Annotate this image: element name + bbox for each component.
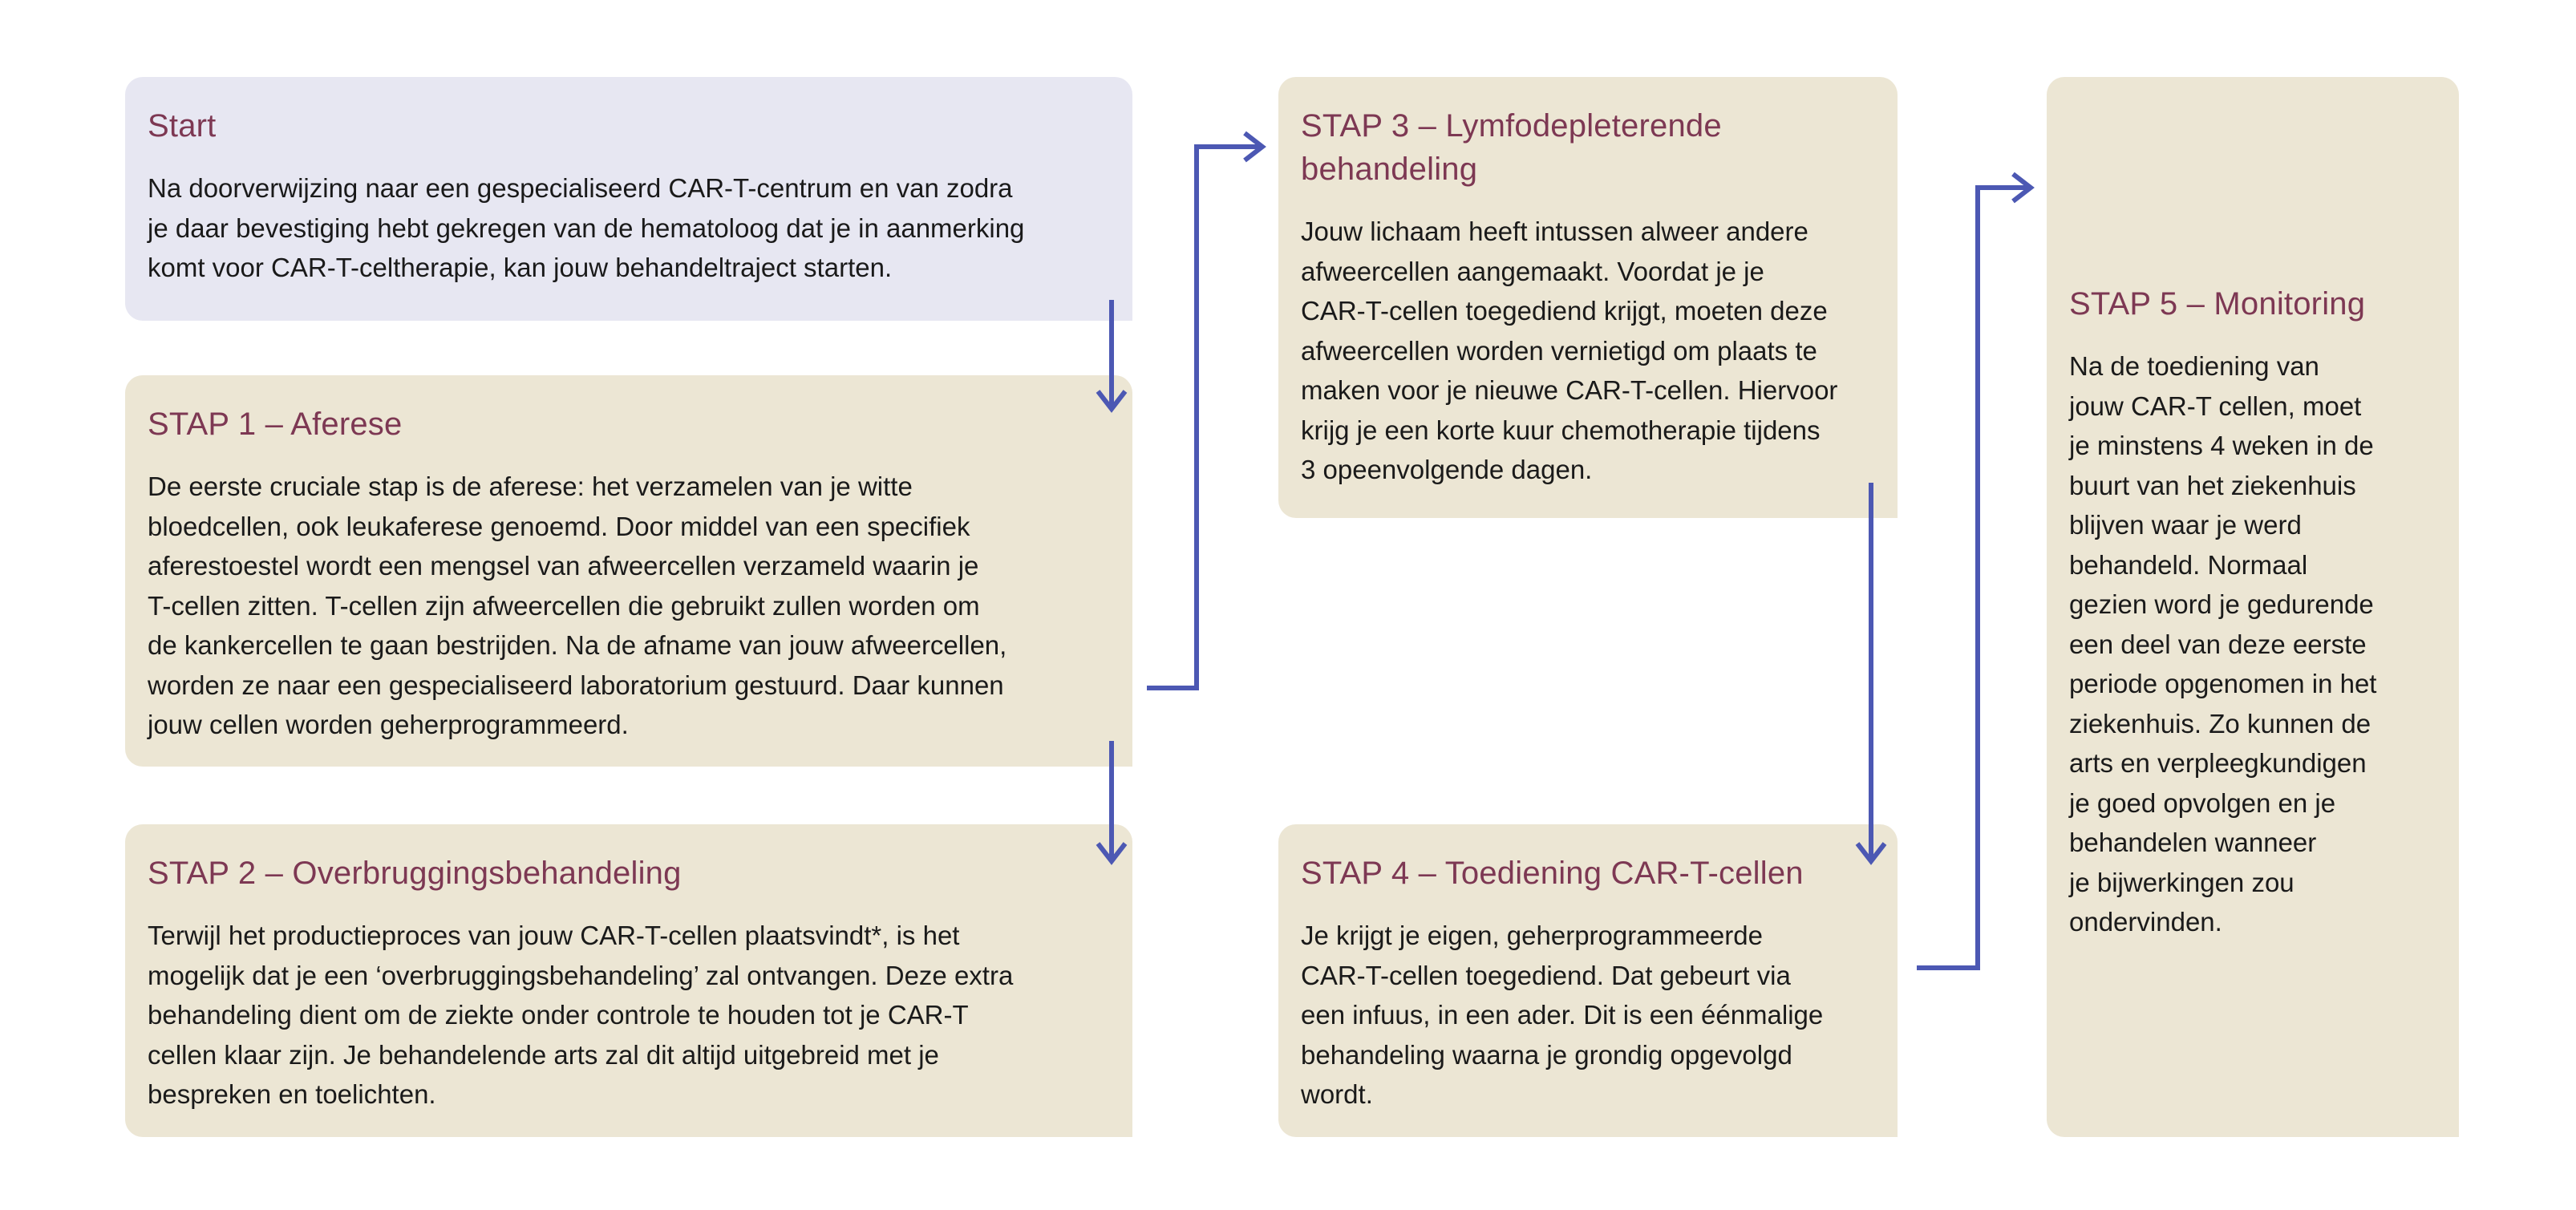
stap1-text: De eerste cruciale stap is de aferese: het verzamelen van je witte bloedcellen, ook leukaferese genoemd. Door middel van een specifiek aferestoestel wordt een mengsel van afweercellen verzameld waarin je T-cellen zitten. T-cellen zijn afweercellen die gebruikt zullen worden om de kankercellen te gaan bestrijden. Na de afname van jouw afweercellen, worden ze naar een gespecialiseerd laboratorium gestuurd. Daar kunnen jouw cellen worden geherprogrammeerd. (148, 471, 1007, 739)
start-box (125, 77, 1132, 321)
arrow-stap1-to-stap3 (1147, 147, 1262, 688)
start-text: Na doorverwijzing naar een gespecialiseerd CAR-T-centrum en van zodra je daar bevestiging hebt gekregen van de hematoloog dat je in aanmerking komt voor CAR-T-celtherapie, kan jouw behandeltraject starten. (148, 173, 1025, 282)
stap4-box (1278, 824, 1898, 1137)
arrow-stap4-to-stap5 (1917, 188, 2031, 968)
stap3-title: STAP 3 – Lymfodepleterende behandeling (1301, 108, 1722, 187)
start-title: Start (148, 108, 217, 144)
stap2-text: Terwijl het productieproces van jouw CAR-T-cellen plaatsvindt*, is het mogelijk dat je een ‘overbruggingsbehandeling’ zal ontvangen. Deze extra behandeling dient om de ziekte onder controle te houden tot je CAR-T cellen klaar zijn. Je behandelende arts zal dit altijd uitgebreid met je bespreken en toelichten. (148, 921, 1014, 1109)
stap3-text: Jouw lichaam heeft intussen alweer andere afweercellen aangemaakt. Voordat je je CAR-T-cellen toegediend krijgt, moeten deze afweercellen worden vernietigd om plaats te maken voor je nieuwe CAR-T-cellen. Hiervoor krijg je een korte kuur chemotherapie tijdens 3 opeenvolgende dagen. (1301, 217, 1838, 484)
stap5-box (2047, 77, 2459, 1137)
stap2-title: STAP 2 – Overbruggingsbehandeling (148, 856, 682, 891)
stap5-text: Na de toediening van jouw CAR-T cellen, moet je minstens 4 weken in de buurt van het ziekenhuis blijven waar je werd behandeld. Normaal gezien word je gedurende een deel van deze eerste periode opgenomen in het ziekenhuis. Zo kunnen de arts en verpleegkundigen je goed opvolgen en je behandelen wanneer je bijwerkingen zou ondervinden. (2069, 351, 2377, 937)
stap4-title: STAP 4 – Toediening CAR-T-cellen (1301, 856, 1804, 891)
stap1-title: STAP 1 – Aferese (148, 407, 403, 442)
arrow-stap4-to-stap5-head (2013, 174, 2031, 201)
stap5-title: STAP 5 – Monitoring (2069, 286, 2366, 322)
arrow-stap1-to-stap3-head (1245, 133, 1262, 160)
stap2-box (125, 824, 1132, 1137)
stap3-box (1278, 77, 1898, 518)
stap4-text: Je krijgt je eigen, geherprogrammeerde CAR-T-cellen toegediend. Dat gebeurt via een infuus, in een ader. Dit is een éénmalige behandeling waarna je grondig opgevolgd wordt. (1301, 921, 1824, 1109)
stap1-box (125, 375, 1132, 767)
